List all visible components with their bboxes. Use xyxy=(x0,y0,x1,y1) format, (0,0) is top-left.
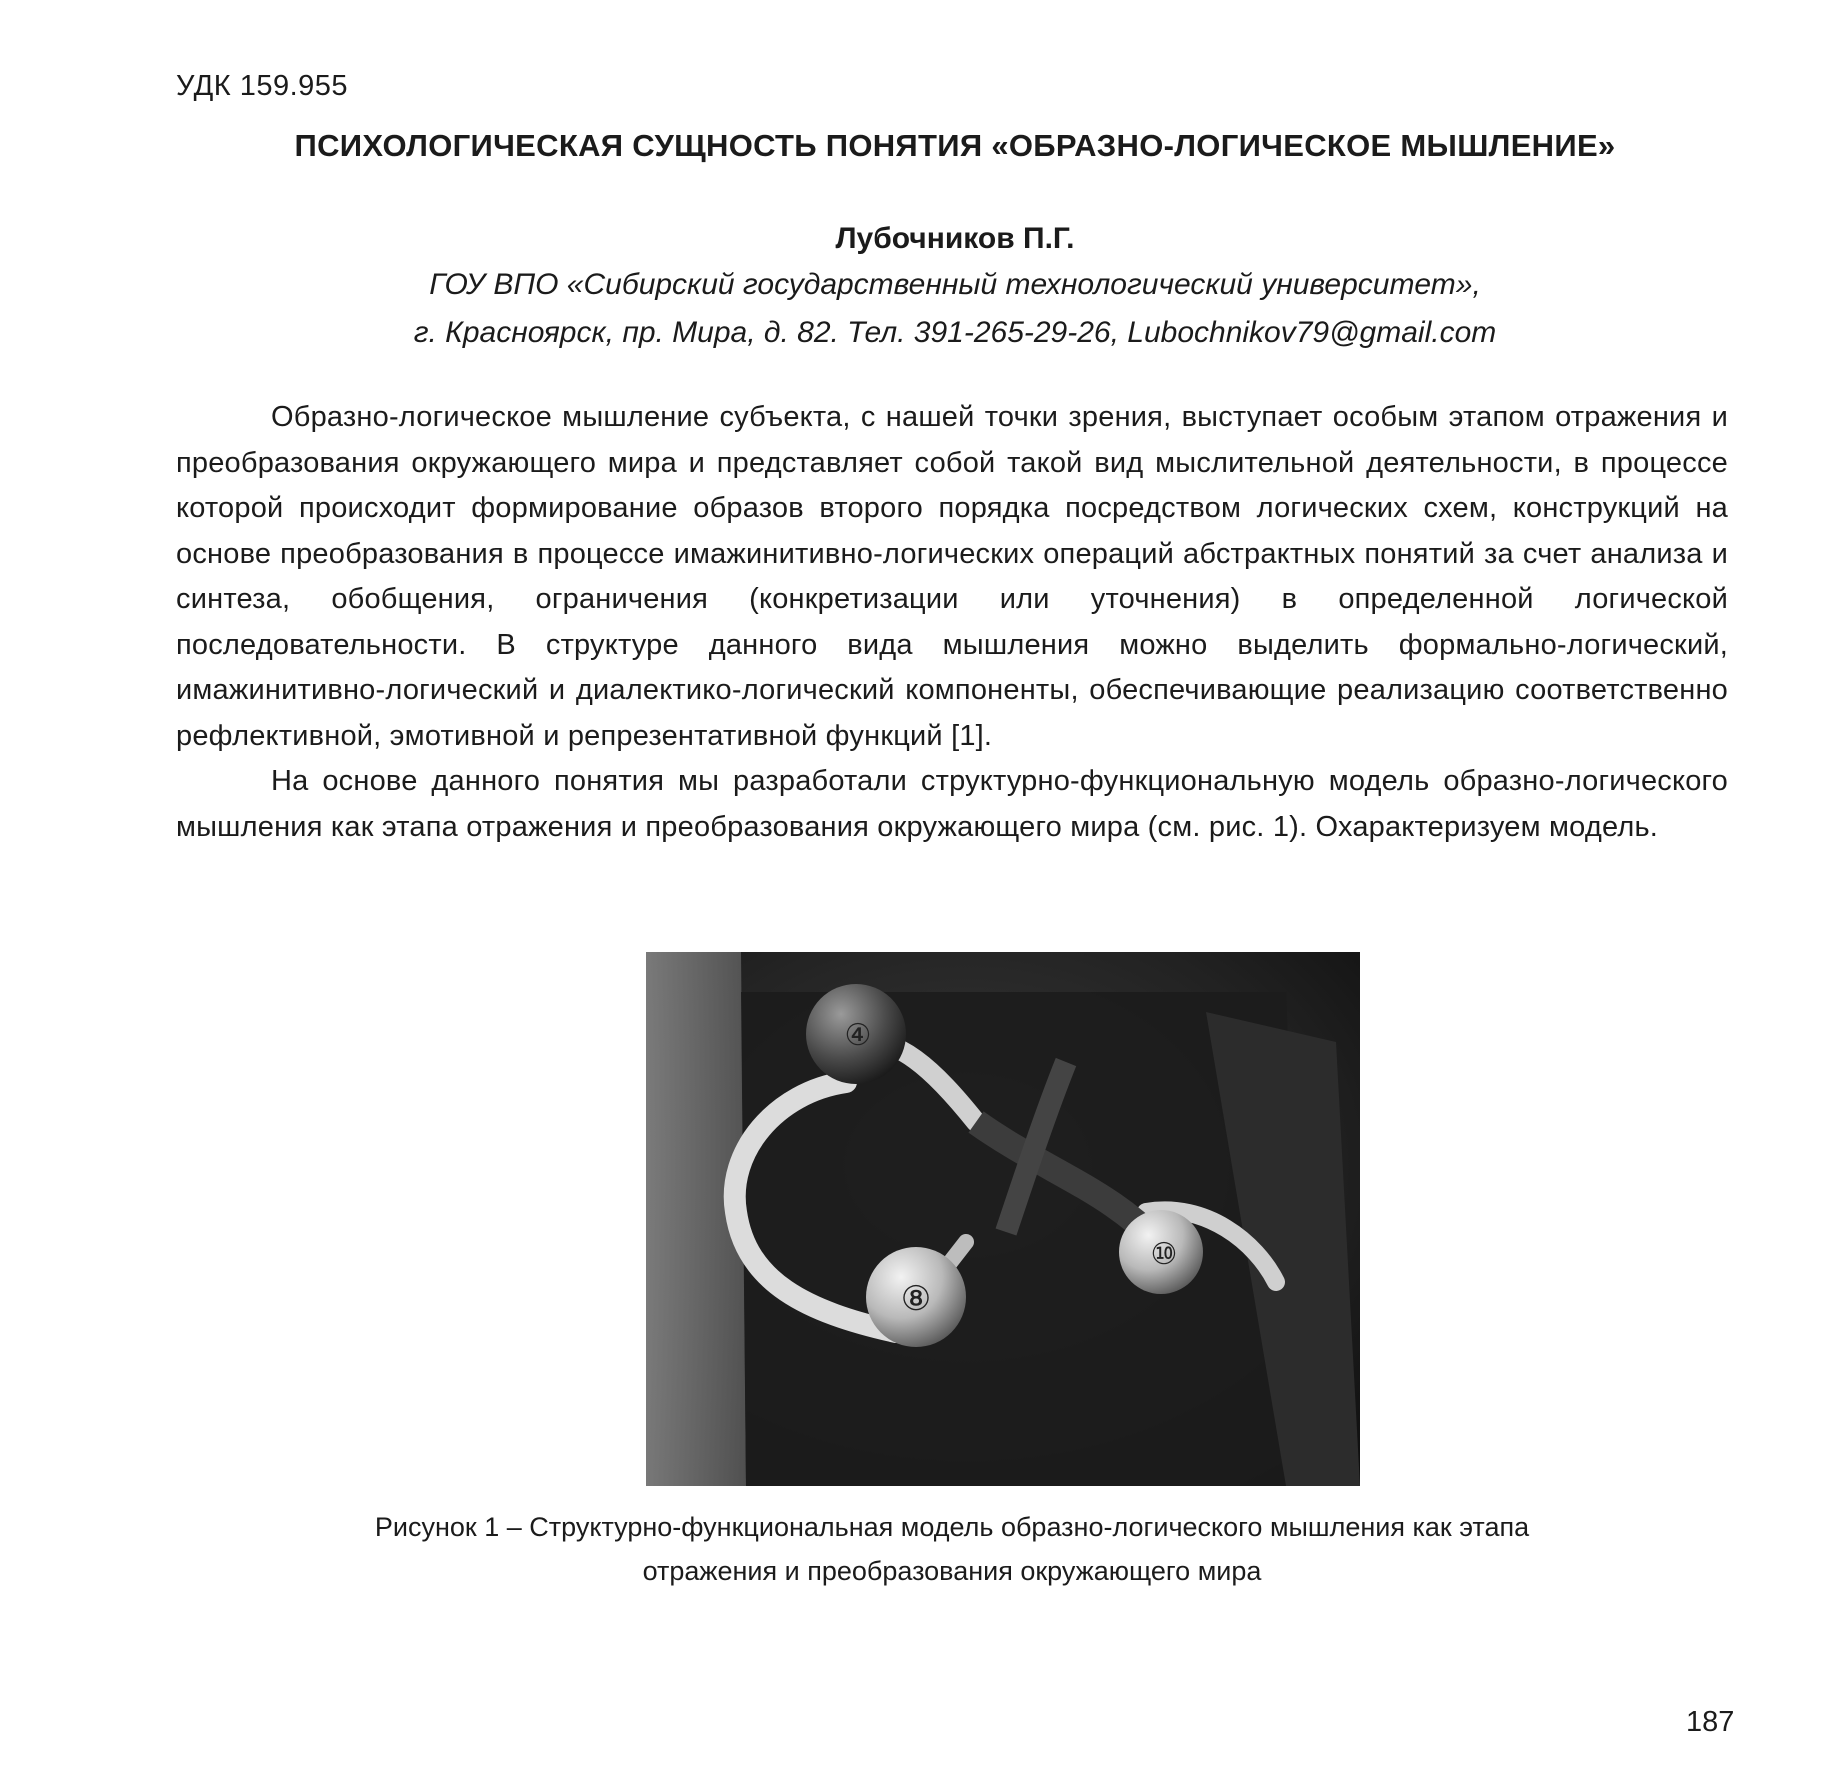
caption-line-2: отражения и преобразования окружающего мира xyxy=(642,1556,1262,1586)
caption-line-1: Рисунок 1 – Структурно-функциональная модель образно-логического мышления как этапа xyxy=(374,1512,1530,1542)
paper-title: ПСИХОЛОГИЧЕСКАЯ СУЩНОСТЬ ПОНЯТИЯ «ОБРАЗНО-ЛОГИЧЕСКОЕ МЫШЛЕНИЕ» xyxy=(294,128,1616,163)
body-text xyxy=(176,395,1728,850)
figure-caption xyxy=(176,1505,1728,1593)
page-number: 187 xyxy=(1686,1706,1735,1738)
ball-label-4: ④ xyxy=(844,1018,872,1053)
model-photo-illustration xyxy=(646,952,1360,1486)
figure-1-photo xyxy=(646,952,1360,1486)
affiliation-line-1: ГОУ ВПО «Сибирский государственный технологический университет», xyxy=(429,268,1481,301)
author-name: Лубочников П.Г. xyxy=(835,222,1075,255)
paragraph-2: На основе данного понятия мы разработали структурно-функциональную модель образно-логического мышления как этапа отражения и преобразования окружающего мира (см. рис. 1). Охарактеризуем модель. xyxy=(176,765,1728,843)
ball-label-8: ⑧ xyxy=(900,1279,932,1319)
ball-label-10: ⑩ xyxy=(1150,1237,1178,1272)
affiliation-line-2: г. Красноярск, пр. Мира, д. 82. Тел. 391-265-29-26, Lubochnikov79@gmail.com xyxy=(413,316,1497,349)
udk-code: УДК 159.955 xyxy=(176,70,349,102)
paragraph-1: Образно-логическое мышление субъекта, с нашей точки зрения, выступает особым этапом отражения и преобразования окружающего мира и представляет собой такой вид мыслительной деятельности, в процессе которой происходит формирование образов второго порядка посредством логических схем, конструкций на основе преобразования в процессе имажинитивно-логических операций абстрактных понятий за счет анализа и синтеза, обобщения, ограничения (конкретизации или уточнения) в определенной логической последовательности. В структуре данного вида мышления можно выделить формально-логический, имажинитивно-логический и диалектико-логический компоненты, обеспечивающие реализацию соответственно рефлективной, эмотивной и репрезентативной функций [1]. xyxy=(176,401,1728,752)
